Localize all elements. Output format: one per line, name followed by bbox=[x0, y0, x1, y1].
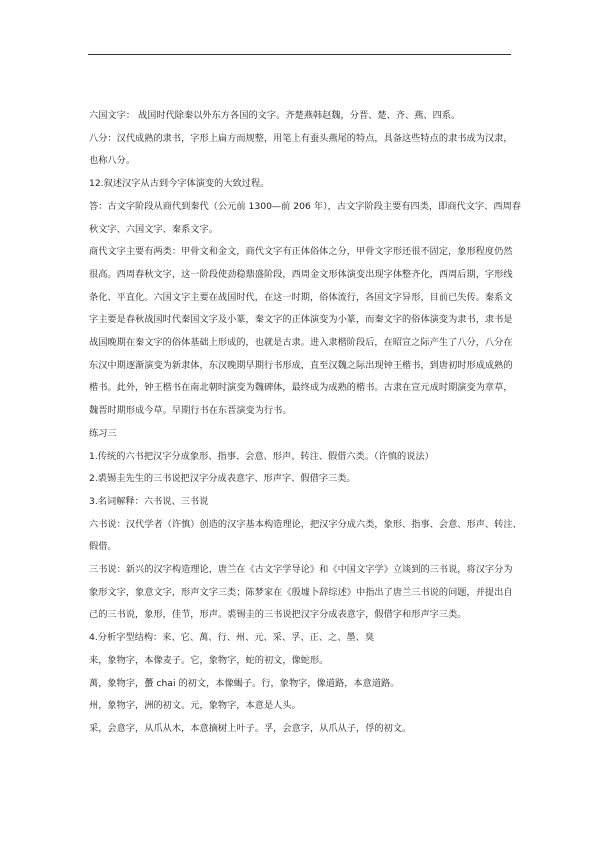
text-line: 答：古文字阶段从商代到秦代（公元前 1300—前 206 年），古文字阶段主要有四类，即商代文字、西周春 bbox=[89, 200, 521, 212]
header-rule bbox=[88, 54, 511, 55]
text-line: 魏晋时期形成今草。早期行书在东晋演变为行书。 bbox=[89, 405, 292, 417]
section-heading: 练习三 bbox=[89, 427, 117, 439]
text-line: 商代文字主要有两类：甲骨文和金文，商代文字有正体俗体之分，甲骨文字形还很不固定，象形程度仍然 bbox=[89, 246, 513, 258]
text-line: 秋文字、六国文字、秦系文字。 bbox=[89, 223, 218, 235]
document-body bbox=[89, 105, 522, 741]
text-line: 楷书。此外，钟王楷书在南北朝时演变为魏碑体，最终成为成熟的楷书。古隶在宣元成时期演变为章草， bbox=[89, 382, 513, 394]
text-line: 条化、平直化。六国文字主要在战国时代，在这一时期，俗体流行，各国文字异形，目前已失传。秦系文 bbox=[89, 291, 513, 303]
text-line: 六书说：汉代学者（许慎）创造的汉字基本构造理论，把汉字分成六类，象形、指事、会意、形声、转注、 bbox=[89, 518, 522, 530]
text-line: 2.裘锡圭先生的三书说把汉字分成表意字、形声字、假借字三类。 bbox=[89, 473, 356, 485]
text-line: 采，会意字，从爪从木，本意摘树上叶子。孚，会意字，从爪从子，俘的初文。 bbox=[89, 722, 412, 734]
text-line: 1.传统的六书把汉字分成象形、指事、会意、形声、转注、假借六类。（许慎的说法） bbox=[89, 450, 434, 462]
text-line: 州，象物字，洲的初文。元，象物字，本意是人头。 bbox=[89, 700, 301, 712]
text-line: 己的三书说，象形，佳节，形声。裘锡圭的三书说把汉字分成表意字，假借字和形声字三类。 bbox=[89, 609, 467, 621]
text-line: 来，象物字，本像麦子。它，象物字，蛇的初文，像蛇形。 bbox=[89, 654, 329, 666]
text-line: 战国晚期在秦文字的俗体基础上形成的，也就是古隶。进入隶楷阶段后，在昭宣之际产生了八分，八分在 bbox=[89, 337, 513, 349]
text-line: 也称八分。 bbox=[89, 155, 136, 167]
text-line: 字主要是春秋战国时代秦国文字及小篆，秦文字的正体演变为小篆，而秦文字的俗体演变为隶书，隶书是 bbox=[89, 314, 513, 326]
question-12: 12.叙述汉字从古到今字体演变的大致过程。 bbox=[89, 178, 270, 190]
text-line: 六国文字： 战国时代除秦以外东方各国的文字。齐楚燕韩赵魏，分晋、楚、齐、燕、四系。 bbox=[89, 110, 461, 121]
text-line: 八分：汉代成熟的隶书，字形上扁方而规整，用笔上有蚕头燕尾的特点，具备这些特点的隶书成为汉隶， bbox=[89, 132, 513, 144]
text-line: 东汉中期逐渐演变为新隶体，东汉晚期早期行书形成，直至汉魏之际出现钟王楷书，到唐初时形成成熟的 bbox=[89, 359, 513, 371]
text-line: 假借。 bbox=[89, 541, 117, 553]
text-line: 很高。西周春秋文字，这一阶段使劲稳鼎盛阶段，西周金文形体演变出现字体整齐化，西周后期，字形线 bbox=[89, 268, 513, 280]
text-line: 三书说：新兴的汉字构造理论，唐兰在《古文字学导论》和《中国文字学》立谈到的三书说，将汉字分为 bbox=[89, 564, 513, 576]
text-line: 4.分析字型结构：来、它、萬、行、州、元、采、孚、正、之、墨、臭 bbox=[89, 632, 375, 644]
text-line: 萬，象物字，蠆 chai 的初文，本像蝎子。行，象物字，像道路，本意道路。 bbox=[89, 677, 400, 689]
text-line: 3.名词解释：六书说、三书说 bbox=[89, 495, 209, 507]
text-line: 象形文字，象意文字，形声文字三类；陈梦家在《殷墟卜辞综述》中指出了唐兰三书说的问题，并提出自 bbox=[89, 586, 513, 598]
